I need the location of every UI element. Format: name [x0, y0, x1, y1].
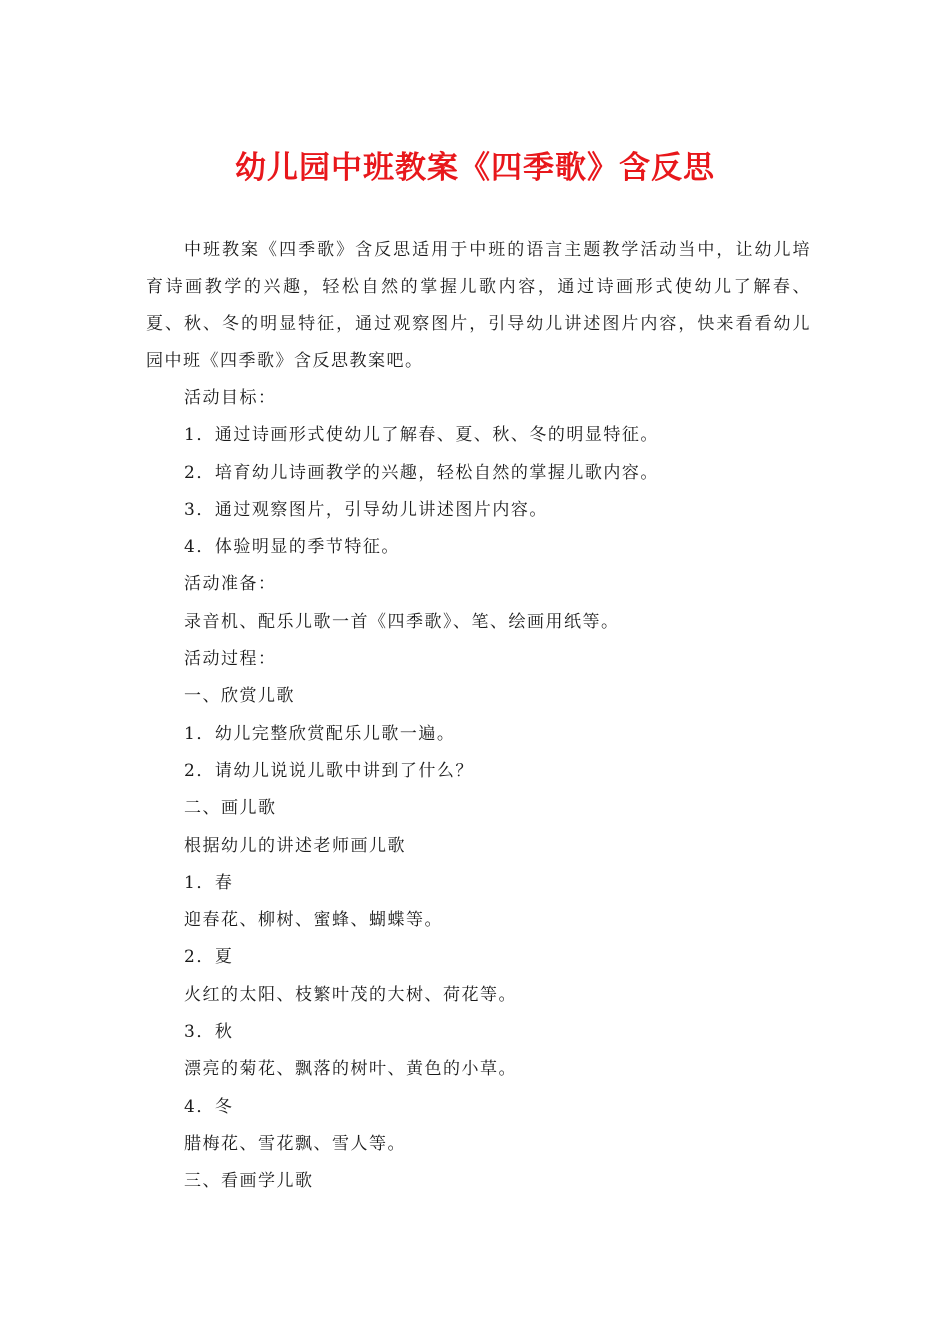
season-detail: 迎春花、柳树、蜜蜂、蝴蝶等。	[184, 910, 443, 931]
season-item: 4．冬	[184, 1096, 234, 1117]
season-detail: 漂亮的菊花、飘落的树叶、黄色的小草。	[184, 1059, 517, 1080]
goal-item: 2．培育幼儿诗画教学的兴趣，轻松自然的掌握儿歌内容。	[184, 462, 659, 483]
section-heading-process: 活动过程：	[184, 649, 277, 670]
season-detail: 火红的太阳、枝繁叶茂的大树、荷花等。	[184, 984, 517, 1005]
intro-paragraph: 中班教案《四季歌》含反思适用于中班的语言主题教学活动当中，让幼儿培育诗画教学的兴趣，轻松自然的掌握儿歌内容，通过诗画形式使幼儿了解春、夏、秋、冬的明显特征，通过观察图片，引导幼儿讲述图片内容，快来看看幼儿园中班《四季歌》含反思教案吧。	[146, 240, 811, 371]
process-text: 根据幼儿的讲述老师画儿歌	[184, 835, 406, 856]
section-heading-preparation: 活动准备：	[184, 574, 277, 595]
goal-item: 4．体验明显的季节特征。	[184, 537, 400, 558]
process-step-heading: 二、画儿歌	[184, 798, 277, 819]
season-item: 1．春	[184, 872, 234, 893]
body-lines	[184, 380, 824, 1201]
goal-item: 1．通过诗画形式使幼儿了解春、夏、秋、冬的明显特征。	[184, 425, 659, 446]
season-item: 2．夏	[184, 947, 234, 968]
process-step-heading: 一、欣赏儿歌	[184, 686, 295, 707]
process-step-heading: 三、看画学儿歌	[184, 1171, 314, 1192]
section-heading-goals: 活动目标：	[184, 388, 277, 408]
goal-item: 3．通过观察图片，引导幼儿讲述图片内容。	[184, 499, 548, 520]
season-item: 3．秋	[184, 1022, 234, 1043]
process-item: 2．请幼儿说说儿歌中讲到了什么？	[184, 760, 474, 781]
preparation-text: 录音机、配乐儿歌一首《四季歌》、笔、绘画用纸等。	[184, 611, 620, 632]
process-item: 1．幼儿完整欣赏配乐儿歌一遍。	[184, 723, 456, 744]
page-title: 幼儿园中班教案《四季歌》含反思	[235, 150, 715, 186]
season-detail: 腊梅花、雪花飘、雪人等。	[184, 1133, 406, 1154]
